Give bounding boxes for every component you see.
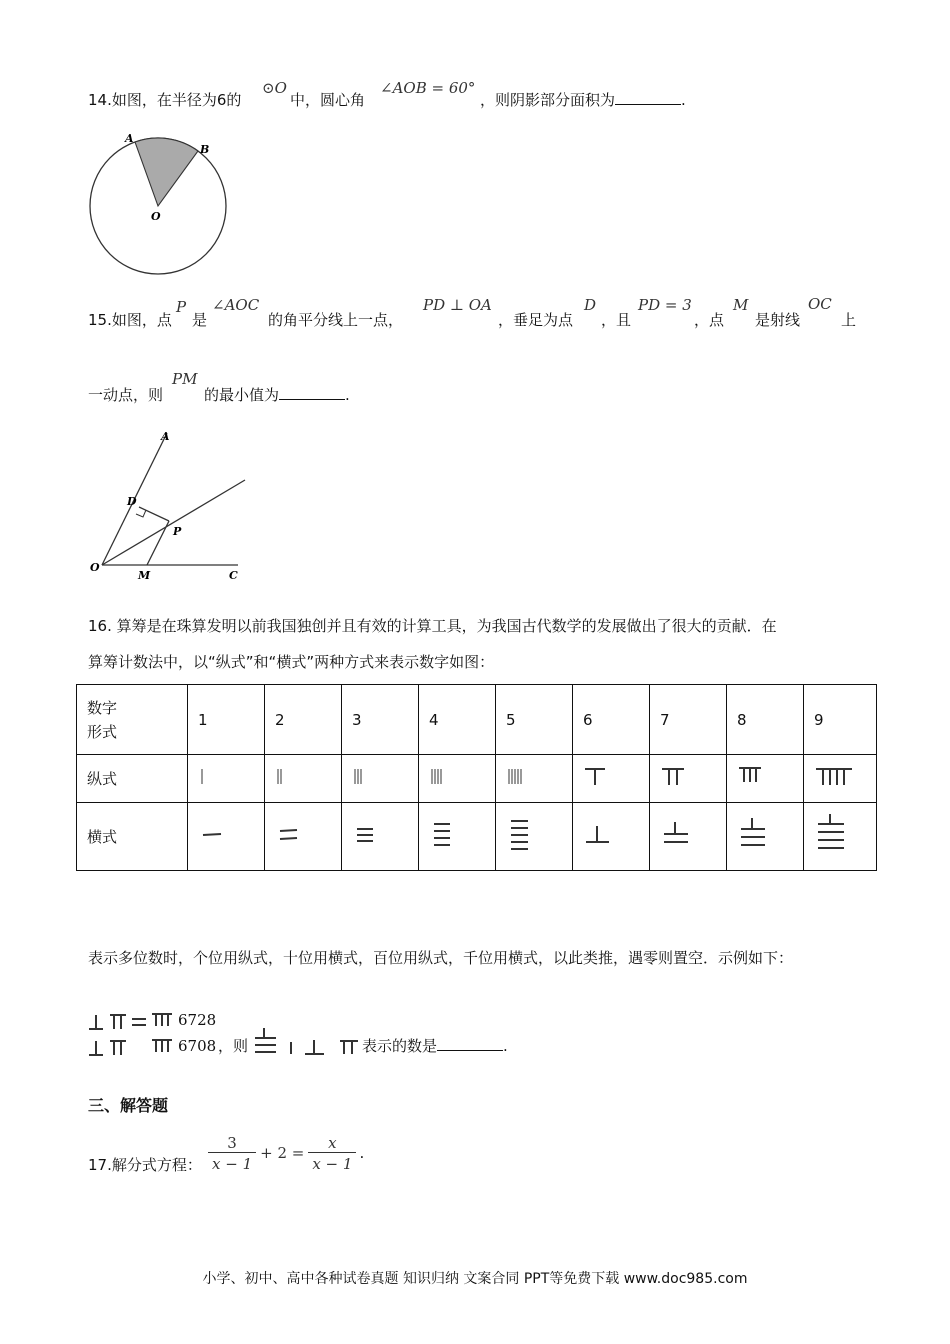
digit-cell: 1	[188, 685, 265, 755]
q15-line2-a: 一动点，则	[88, 386, 164, 404]
rod-vertical-8	[727, 755, 804, 803]
rod-vertical-1	[188, 755, 265, 803]
q14-angle-expr: ∠AOB = 60°	[380, 79, 476, 97]
rod-numeral-table	[76, 684, 877, 871]
q14-text-c: 中，圆心角	[290, 91, 366, 109]
q16-ask-text: 表示的数是	[362, 1037, 438, 1055]
q14-label-b: B	[200, 143, 210, 156]
q14-circle-symbol: ⊙O	[262, 79, 287, 97]
rod-vertical-7	[650, 755, 727, 803]
q15-angle: ∠AOC	[212, 296, 260, 314]
rod-horizontal-8	[727, 803, 804, 871]
rod-horizontal-7	[650, 803, 727, 871]
q15-label-c: C	[229, 569, 238, 582]
q14-end: .	[681, 91, 686, 109]
q17-end: .	[359, 1144, 365, 1162]
q14-radius: 6	[216, 91, 227, 109]
q14-answer-blank[interactable]	[615, 90, 681, 105]
q15-pd: PD = 3	[638, 296, 692, 314]
q15-right-angle-mark	[136, 510, 146, 517]
q14-text-b: 的	[226, 91, 242, 109]
q14-shaded-sector	[135, 138, 198, 206]
row-label-horizontal: 横式	[77, 803, 188, 871]
q15-text-f: ，点	[694, 311, 725, 329]
q15-line2-tail	[204, 385, 350, 405]
digit-cell: 8	[727, 685, 804, 755]
q15-label-d: D	[127, 495, 137, 508]
q15-segment-pd	[139, 507, 169, 521]
rod-vertical-9	[804, 755, 877, 803]
q17-frac1-denominator: x − 1	[212, 1154, 253, 1173]
rod-vertical-3	[342, 755, 419, 803]
q16-ask-line	[362, 1036, 508, 1056]
q15-segment-pm	[147, 521, 169, 565]
q15-figure	[85, 425, 255, 585]
q15-text-g: 是射线	[755, 311, 801, 329]
q14-label-o: O	[151, 210, 161, 223]
q14-text-d: ，则阴影部分面积为	[480, 91, 616, 109]
q14-text-a: 如图，在半径为	[111, 91, 217, 109]
rod-horizontal-2	[265, 803, 342, 871]
q14-number: 14.	[88, 91, 112, 109]
q14-line	[88, 90, 241, 110]
q15-text-h: 上	[841, 311, 857, 329]
rod-horizontal-4	[419, 803, 496, 871]
rod-horizontal-6	[573, 803, 650, 871]
digit-cell: 7	[650, 685, 727, 755]
rod-horizontal-9	[804, 803, 877, 871]
digit-cell: 4	[419, 685, 496, 755]
rod-vertical-2	[265, 755, 342, 803]
q17-label: 17.解分式方程：	[88, 1156, 202, 1174]
q15-text-e: ，且	[601, 311, 632, 329]
q15-text-b: 是	[192, 311, 208, 329]
q15-label-p: P	[173, 525, 182, 538]
rod-vertical-4	[419, 755, 496, 803]
digit-cell: 5	[496, 685, 573, 755]
rod-horizontal-1	[188, 803, 265, 871]
page-footer: 小学、初中、高中各种试卷真题 知识归纳 文案合同 PPT等免费下载 www.doc985.com	[202, 1271, 748, 1287]
example1-rods	[88, 1010, 178, 1032]
row-label-vertical: 纵式	[77, 755, 188, 803]
q15-pm: PM	[172, 370, 198, 388]
q15-p: P	[176, 298, 187, 316]
q15-text-d: ，垂足为点	[498, 311, 574, 329]
example1-value: 6728	[178, 1011, 217, 1029]
q15-label-m: M	[138, 569, 151, 582]
q17-equation	[208, 1130, 364, 1176]
digit-cell: 2	[265, 685, 342, 755]
q17-frac2-denominator: x − 1	[312, 1154, 353, 1173]
section3-title: 三、解答题	[88, 1096, 169, 1115]
q15-m: M	[733, 296, 749, 314]
q15-label-o: O	[90, 561, 100, 574]
q16-line2: 算筹计数法中，以“纵式”和“横式”两种方式来表示数字如图：	[88, 653, 495, 671]
example2-value: 6708	[178, 1037, 217, 1055]
q15-text-a: 如图，点	[111, 311, 172, 329]
q14-tail	[480, 90, 686, 110]
question-rods	[254, 1026, 364, 1060]
digit-cell: 3	[342, 685, 419, 755]
rod-horizontal-3	[342, 803, 419, 871]
q15-number: 15.	[88, 311, 112, 329]
q15-line2-b: 的最小值为	[204, 386, 280, 404]
q14-figure	[85, 130, 245, 280]
q16-ask-end: .	[503, 1037, 508, 1055]
q17-fraction-2	[308, 1134, 356, 1173]
q14-label-a: A	[125, 132, 134, 145]
rod-vertical-5	[496, 755, 573, 803]
digit-cell: 6	[573, 685, 650, 755]
q17-fraction-1	[208, 1134, 256, 1173]
table-row-horizontal	[77, 803, 877, 871]
header-label-cell	[77, 685, 188, 755]
digit-cell: 9	[804, 685, 877, 755]
q15-line2-end: .	[345, 386, 350, 404]
q15-oc: OC	[808, 295, 832, 313]
header-label-2: 形式	[87, 722, 118, 741]
q16-then-text: ，则	[218, 1037, 249, 1055]
q15-number-text	[88, 310, 172, 330]
rod-horizontal-5	[496, 803, 573, 871]
q17-plus: + 2 =	[260, 1144, 305, 1162]
q15-answer-blank[interactable]	[279, 385, 345, 400]
q15-text-c: 的角平分线上一点，	[268, 311, 404, 329]
table-row-header	[77, 685, 877, 755]
q15-label-a: A	[161, 430, 170, 443]
q15-d: D	[584, 296, 597, 314]
header-label-1: 数字	[87, 698, 118, 717]
q16-line1: 16. 算筹是在珠算发明以前我国独创并且有效的计算工具，为我国古代数学的发展做出了很大的贡献．在	[88, 617, 777, 635]
q16-answer-blank[interactable]	[437, 1036, 503, 1051]
table-row-vertical	[77, 755, 877, 803]
q16-explain: 表示多位数时，个位用纵式，十位用横式，百位用纵式，千位用横式，以此类推，遇零则置空．示例如下：	[88, 949, 794, 967]
q15-perp: PD ⊥ OA	[423, 296, 492, 314]
example2-rods	[88, 1036, 178, 1058]
rod-vertical-6	[573, 755, 650, 803]
q17-frac1-numerator: 3	[208, 1134, 256, 1153]
q17-frac2-numerator: x	[308, 1134, 356, 1153]
